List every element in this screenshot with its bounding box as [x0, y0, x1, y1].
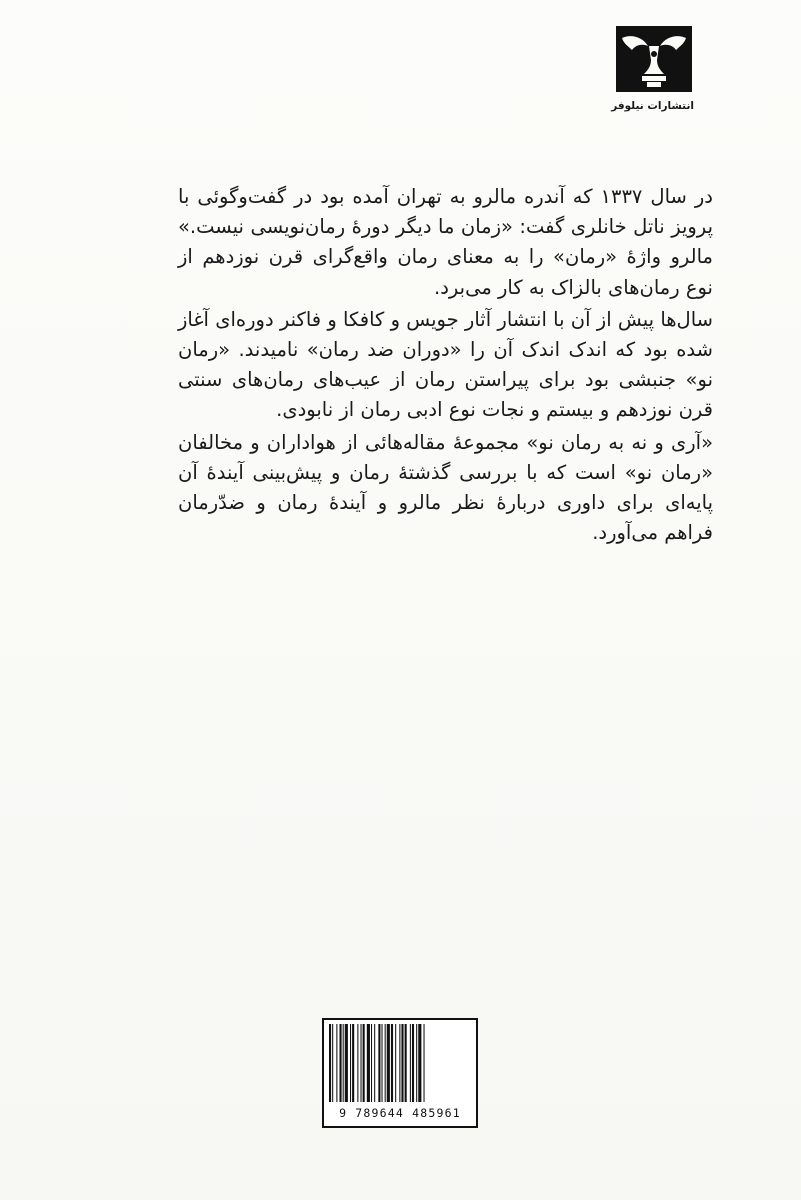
niloofar-publisher-logo-icon — [614, 24, 694, 94]
publisher-name: انتشارات نیلوفر — [611, 100, 694, 112]
blurb-paragraph-3: «آری و نه به رمان نو» مجموعهٔ مقاله‌هائی از هواداران و مخالفان «رمان نو» است که با بررسی گذشتهٔ رمان و پیش‌بینی آیندهٔ آن پایه‌ای برای داوری دربارهٔ نظر مالرو و آیندهٔ رمان و ضدّرمان فراهم می‌آورد. — [178, 430, 713, 545]
isbn-barcode — [322, 1018, 478, 1128]
publisher-logo — [611, 24, 694, 116]
barcode-icon — [327, 1024, 473, 1102]
back-cover-blurb — [178, 182, 713, 550]
isbn-number: 9 789644 485961 — [339, 1106, 461, 1120]
blurb-paragraph-2: سال‌ها پیش از آن با انتشار آثار جویس و کافکا و فاکنر دوره‌ای آغاز شده بود که اندک اندک آن را «دوران ضد رمان» نامیدند. «رمان نو» جنبشی بود برای پیراستن رمان از عیب‌های رمان‌های سنتی قرن نوزدهم و بیستم و نجات نوع ادبی رمان از نابودی. — [178, 307, 713, 422]
blurb-paragraph-1: در سال ۱۳۳۷ که آندره مالرو به تهران آمده بود در گفت‌وگوئی با پرویز ناتل خانلری گفت: «زمان ما دیگر دورهٔ رمان‌نویسی نیست.» مالرو واژهٔ «رمان» را به معنای رمان واقع‌گرای قرن نوزدهم از نوع رمان‌های بالزاک به کار می‌برد. — [178, 185, 713, 299]
